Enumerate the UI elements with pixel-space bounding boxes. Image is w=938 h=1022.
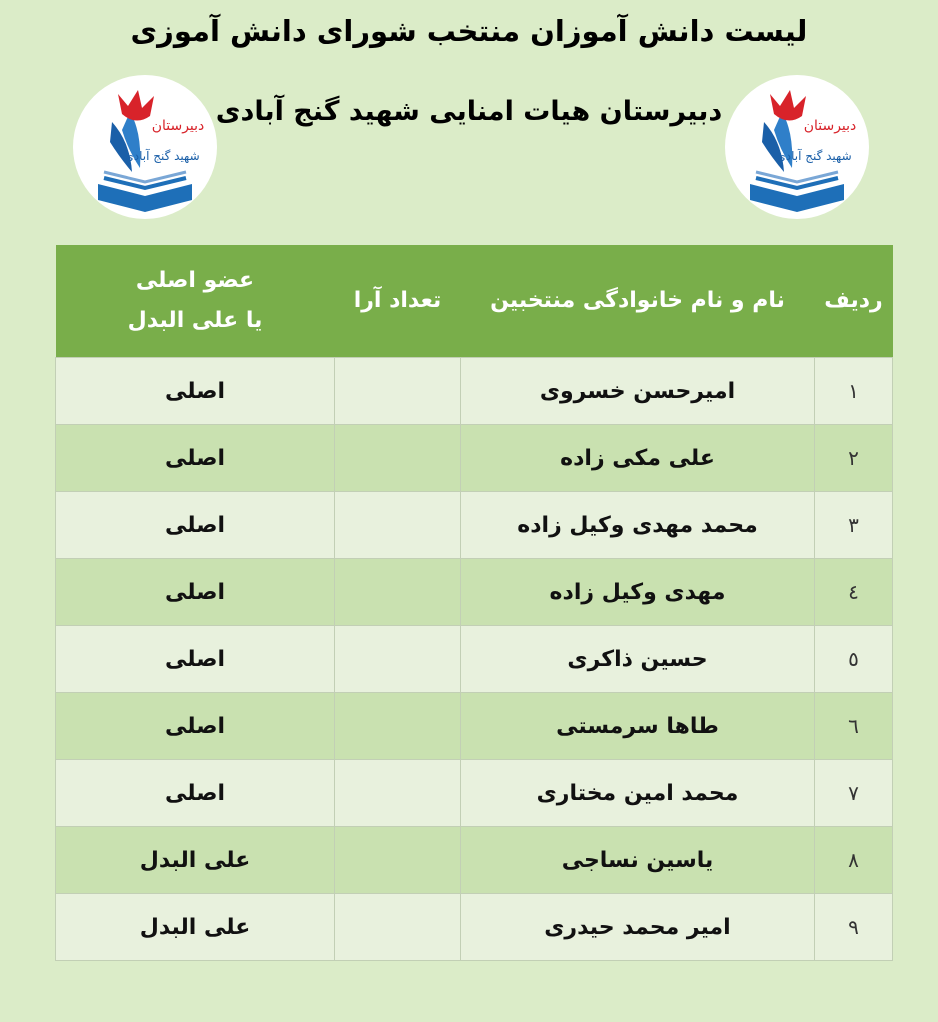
column-header-num: ردیف: [815, 245, 893, 358]
table-row: [56, 626, 893, 693]
row-num: ۲: [815, 425, 893, 492]
row-votes: [335, 827, 461, 894]
row-status: اصلی: [56, 693, 335, 760]
row-name: حسین ذاکری: [461, 626, 815, 693]
column-header-votes: تعداد آرا: [335, 245, 461, 358]
column-header-status: [56, 245, 335, 358]
school-logo-icon: [722, 72, 872, 222]
students-table: [55, 245, 893, 961]
row-status: علی البدل: [56, 894, 335, 961]
row-num: ۷: [815, 760, 893, 827]
table-row: [56, 827, 893, 894]
table-row: [56, 693, 893, 760]
row-status: علی البدل: [56, 827, 335, 894]
row-votes: [335, 425, 461, 492]
table-header-row: [56, 245, 893, 358]
row-status: اصلی: [56, 626, 335, 693]
row-votes: [335, 358, 461, 425]
logo-text-top: دبیرستان: [151, 118, 205, 134]
logo-text-bottom: شهید گنج آبادی: [124, 149, 200, 163]
row-status: اصلی: [56, 559, 335, 626]
page-title: لیست دانش آموزان منتخب شورای دانش آموزی: [130, 14, 808, 48]
row-votes: [335, 693, 461, 760]
row-votes: [335, 626, 461, 693]
row-name: مهدی وکیل زاده: [461, 559, 815, 626]
row-num: ٦: [815, 693, 893, 760]
row-num: ٥: [815, 626, 893, 693]
row-votes: [335, 894, 461, 961]
logo-text-bottom: شهید گنج آبادی: [776, 149, 852, 163]
row-status: اصلی: [56, 760, 335, 827]
table-row: [56, 559, 893, 626]
column-header-status-line2: یا علی البدل: [127, 308, 263, 333]
row-name: علی مکی زاده: [461, 425, 815, 492]
row-name: محمد امین مختاری: [461, 760, 815, 827]
table-row: [56, 425, 893, 492]
row-votes: [335, 760, 461, 827]
row-name: محمد مهدی وکیل زاده: [461, 492, 815, 559]
row-name: یاسین نساجی: [461, 827, 815, 894]
school-name: دبیرستان هیات امنایی شهید گنج آبادی: [215, 96, 723, 127]
column-header-status-line1: عضو اصلی: [135, 268, 255, 293]
row-name: طاها سرمستی: [461, 693, 815, 760]
row-num: ۸: [815, 827, 893, 894]
school-logo-icon: [70, 72, 220, 222]
row-num: ۹: [815, 894, 893, 961]
row-votes: [335, 559, 461, 626]
table-row: [56, 894, 893, 961]
row-status: اصلی: [56, 425, 335, 492]
table-row: [56, 492, 893, 559]
row-name: امیرحسن خسروی: [461, 358, 815, 425]
row-num: ۳: [815, 492, 893, 559]
row-name: امیر محمد حیدری: [461, 894, 815, 961]
row-status: اصلی: [56, 358, 335, 425]
table-row: [56, 358, 893, 425]
row-votes: [335, 492, 461, 559]
column-header-name: نام و نام خانوادگی منتخبین: [461, 245, 815, 358]
table-row: [56, 760, 893, 827]
row-num: ۱: [815, 358, 893, 425]
row-num: ٤: [815, 559, 893, 626]
row-status: اصلی: [56, 492, 335, 559]
logo-text-top: دبیرستان: [803, 118, 857, 134]
